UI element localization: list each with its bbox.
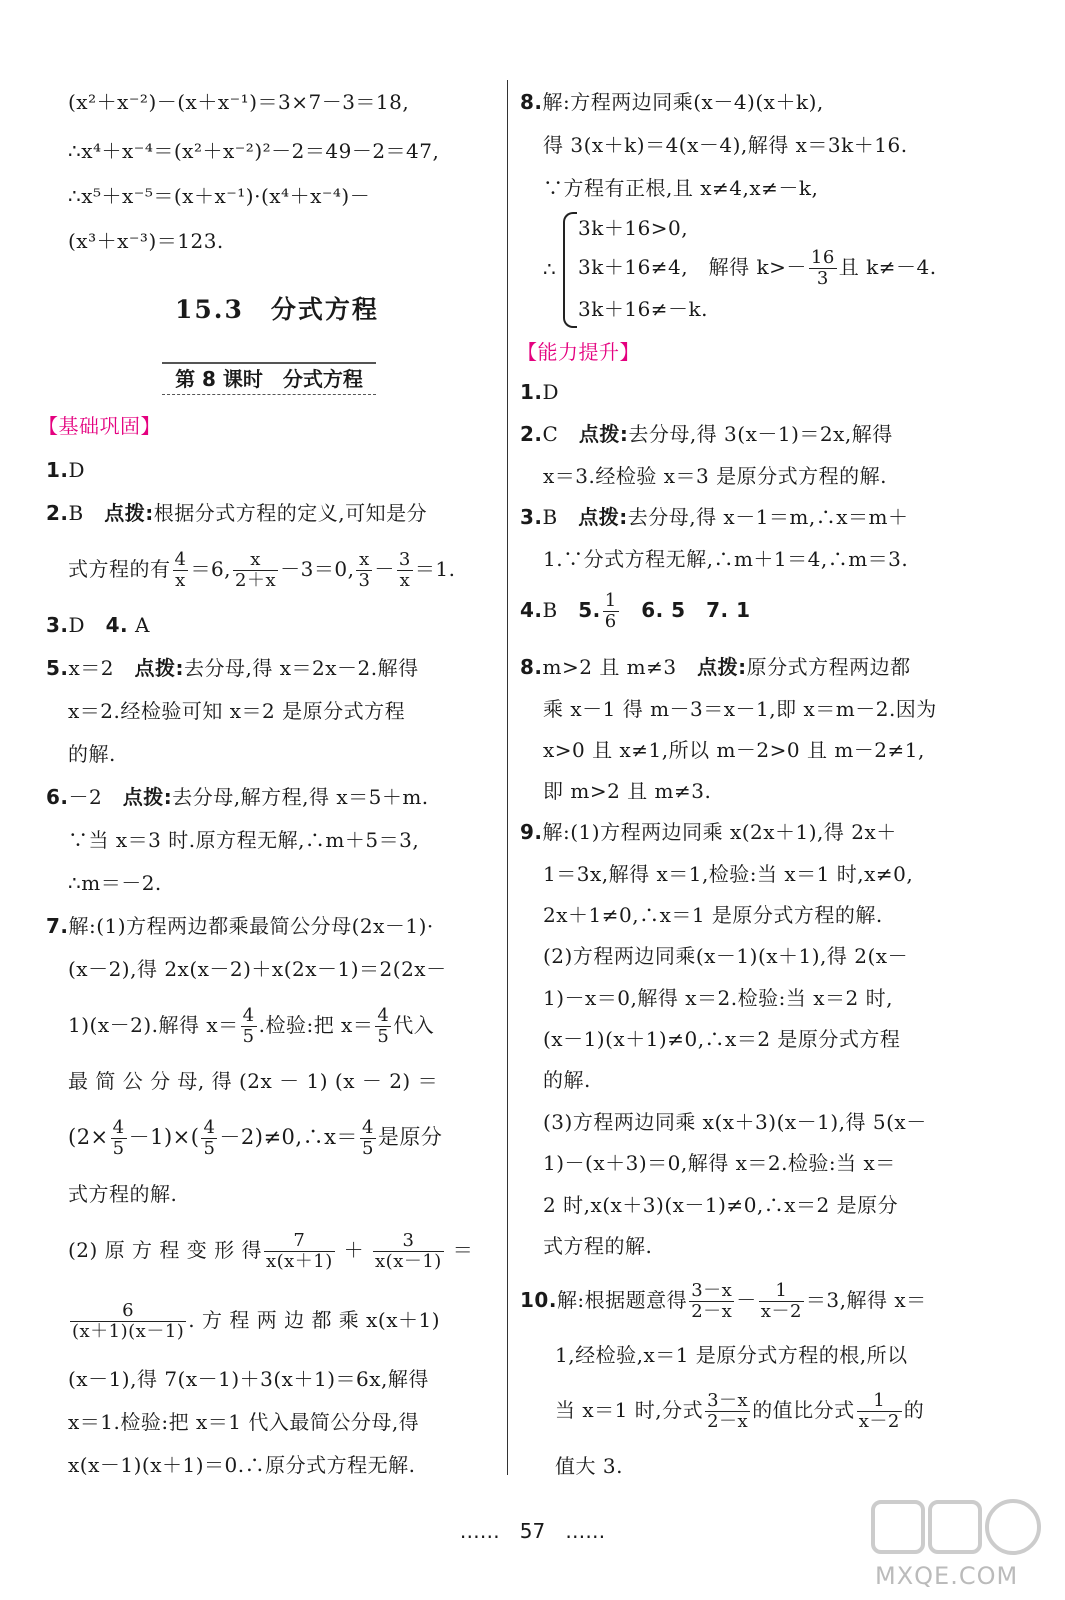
- text-line: (x²＋x⁻²)－(x＋x⁻¹)＝3×7－3＝18,: [68, 90, 410, 114]
- denominator: x: [175, 570, 186, 591]
- text-line: 1＝3x,解得 x＝1,检验:当 x＝1 时,x≠0,: [543, 862, 914, 886]
- denominator: 5: [377, 1026, 390, 1047]
- denominator: 6: [604, 611, 617, 632]
- answer-value: B: [542, 505, 558, 529]
- numerator: 7: [264, 1231, 335, 1252]
- answer-8: [520, 88, 824, 116]
- text-line: 值大 3.: [555, 1454, 623, 1478]
- text-line: 1)－x＝0,解得 x＝2.检验:当 x＝2 时,: [543, 986, 893, 1010]
- text: 当 x＝1 时,分式: [555, 1398, 704, 1422]
- text-line: (x－1)(x＋1)≠0,∴x＝2 是原分式方程: [543, 1027, 901, 1051]
- text-line: [68, 1117, 442, 1159]
- text-line: ∵当 x＝3 时.原方程无解,∴m＋5＝3,: [68, 828, 420, 852]
- numerator: 3: [373, 1231, 444, 1252]
- text: ＝3,解得 x＝: [805, 1288, 927, 1312]
- numerator: 4: [112, 1117, 125, 1138]
- text-line: 式方程的解.: [543, 1234, 653, 1258]
- text: ＝1.: [414, 557, 456, 581]
- answer-value: 7. 1: [706, 598, 751, 622]
- numerator: 4: [377, 1005, 390, 1026]
- fraction: [705, 1391, 750, 1432]
- text: 的: [903, 1398, 925, 1422]
- question-number: 9.: [520, 820, 543, 844]
- text: 解:方程两边同乘(x－4)(x＋k),: [542, 90, 824, 114]
- answer-value: m>2 且 m≠3: [542, 655, 677, 679]
- text-line: 得 3(x＋k)＝4(x－4),解得 x＝3k＋16.: [543, 133, 908, 157]
- text: 原分式方程两边都: [746, 655, 911, 679]
- text-line: ∴: [543, 257, 557, 281]
- fraction: [603, 591, 619, 632]
- text: 式方程的有: [68, 557, 171, 581]
- text-line: [555, 1390, 924, 1432]
- text: 解得 k>－: [708, 255, 807, 279]
- denominator: 2－x: [691, 1301, 733, 1322]
- fraction: [759, 1281, 804, 1322]
- denominator: 5: [242, 1026, 255, 1047]
- text: 去分母,得 3(x－1)＝2x,解得: [628, 422, 893, 446]
- answer-10: [520, 1280, 927, 1322]
- answer-value: D: [542, 380, 560, 404]
- text-line: [68, 1300, 440, 1342]
- advanced-tag: 【能力提升】: [517, 340, 640, 364]
- fraction: [356, 550, 372, 591]
- column-divider: [507, 80, 508, 1475]
- fraction: [857, 1391, 902, 1432]
- text: .检验:把 x＝: [258, 1013, 374, 1037]
- fraction: [111, 1118, 127, 1159]
- hint-label: 点拨:: [104, 501, 154, 525]
- question-number: 2.: [520, 422, 543, 446]
- numerator: 3－x: [691, 1280, 733, 1301]
- text-line: ∴x⁵＋x⁻⁵＝(x＋x⁻¹)·(x⁴＋x⁻⁴)－: [68, 184, 371, 208]
- answer-value: 6. 5: [641, 598, 686, 622]
- hint-label: 点拨:: [697, 655, 747, 679]
- text-line: [68, 1230, 473, 1272]
- numerator: x: [356, 550, 372, 571]
- text-line: (2)方程两边同乘(x－1)(x＋1),得 2(x－: [543, 944, 909, 968]
- fraction: [689, 1281, 734, 1322]
- text-line: 即 m>2 且 m≠3.: [543, 779, 712, 803]
- denominator: x－2: [760, 1301, 802, 1322]
- text: －: [736, 1288, 757, 1312]
- text: 根据分式方程的定义,可知是分: [153, 501, 428, 525]
- question-number: 5.: [46, 656, 69, 680]
- numerator: 4: [361, 1117, 374, 1138]
- fraction: [373, 1231, 444, 1272]
- watermark-text: MXQE.COM: [875, 1562, 1019, 1590]
- denominator: 3: [358, 570, 371, 591]
- question-number: 3.: [520, 505, 543, 529]
- denominator: (x＋1)(x－1): [72, 1321, 185, 1342]
- fraction: [397, 550, 413, 591]
- text: 解:根据题意得: [556, 1288, 688, 1312]
- answer-value: x＝2: [68, 656, 115, 680]
- text: 1)(x－2).解得 x＝: [68, 1013, 239, 1037]
- text: －1)×(: [128, 1125, 200, 1149]
- text-line: x＝1.检验:把 x＝1 代入最简公分母,得: [68, 1410, 420, 1434]
- question-number: 6.: [46, 785, 69, 809]
- text-line: 3k＋16>0,: [578, 216, 689, 240]
- answer-value: B: [542, 598, 558, 622]
- fraction: [360, 1118, 376, 1159]
- text-line: 的解.: [543, 1068, 591, 1092]
- numerator: x: [233, 550, 278, 571]
- basic-tag: 【基础巩固】: [38, 414, 161, 438]
- answer-3-4: [46, 611, 150, 639]
- denominator: x－2: [858, 1411, 900, 1432]
- answer-value: A: [134, 613, 150, 637]
- text-line: 2 时,x(x＋3)(x－1)≠0,∴x＝2 是原分: [543, 1193, 899, 1217]
- denominator: 2＋x: [235, 570, 277, 591]
- answer-9: [520, 818, 897, 846]
- fraction: [264, 1231, 335, 1272]
- question-number: 4.: [105, 613, 129, 637]
- numerator: 16: [810, 247, 835, 268]
- text-line: (3)方程两边同乘 x(x＋3)(x－1),得 5(x－: [543, 1110, 927, 1134]
- question-number: 4.: [520, 598, 543, 622]
- text-line: ∴x⁴＋x⁻⁴＝(x²＋x⁻²)²－2＝49－2＝47,: [68, 139, 440, 163]
- text-line: 3k＋16≠－k.: [578, 297, 709, 321]
- denominator: x(x－1): [375, 1251, 442, 1272]
- numerator: 1: [857, 1391, 902, 1412]
- hint-label: 点拨:: [578, 422, 629, 446]
- answer-8: [520, 653, 911, 681]
- fraction: [70, 1301, 186, 1342]
- text-line: ∴m＝－2.: [68, 871, 162, 895]
- text-line: (x－2),得 2x(x－2)＋x(2x－1)＝2(2x－: [68, 957, 447, 981]
- text: 解:(1)方程两边都乘最简公分母(2x－1)·: [68, 914, 434, 938]
- hint-label: 点拨:: [578, 505, 628, 529]
- lesson-title: 第 8 课时 分式方程: [162, 362, 376, 395]
- text-line: x＝2.经检验可知 x＝2 是原分式方程: [68, 699, 406, 723]
- numerator: 1: [604, 590, 617, 611]
- section-title: 15.3 分式方程: [175, 295, 379, 324]
- question-number: 10.: [520, 1288, 557, 1312]
- text: ＝: [452, 1238, 474, 1262]
- text: 3k＋16≠4,: [578, 255, 689, 279]
- numerator: 4: [242, 1005, 255, 1026]
- numerator: 3: [398, 549, 411, 570]
- answer-4-7: [520, 590, 751, 632]
- text-line: 最 简 公 分 母, 得 (2x － 1) (x － 2) ＝: [68, 1069, 439, 1093]
- text: －: [374, 557, 395, 581]
- denominator: 3: [816, 268, 829, 289]
- text-line: 1.∵分式方程无解,∴m＋1＝4,∴m＝3.: [543, 547, 909, 571]
- text-line: 式方程的解.: [68, 1182, 178, 1206]
- answer-6: [46, 783, 429, 811]
- text: 且 k≠－4.: [838, 255, 937, 279]
- text-line: x>0 且 x≠1,所以 m－2>0 且 m－2≠1,: [543, 738, 925, 762]
- text: －3＝0,: [280, 557, 355, 581]
- text-line: (x－1),得 7(x－1)＋3(x＋1)＝6x,解得: [68, 1367, 429, 1391]
- hint-label: 点拨:: [134, 656, 185, 680]
- answer-2-line2: [68, 549, 455, 591]
- text: (2×: [68, 1125, 109, 1149]
- answer-value: C: [542, 422, 559, 446]
- text-line: x(x－1)(x＋1)＝0.∴原分式方程无解.: [68, 1453, 416, 1477]
- numerator: 3－x: [707, 1390, 749, 1411]
- numerator: 4: [203, 1117, 216, 1138]
- answer-value: D: [68, 613, 86, 637]
- denominator: 2－x: [707, 1411, 749, 1432]
- text-line: 的解.: [68, 742, 116, 766]
- text-line: [578, 247, 937, 289]
- denominator: 5: [203, 1138, 216, 1159]
- text: 去分母,解方程,得 x＝5＋m.: [172, 785, 429, 809]
- answer-2: [520, 420, 893, 448]
- answer-1: [520, 378, 559, 406]
- fraction: [173, 550, 189, 591]
- text-line: 乘 x－1 得 m－3＝x－1,即 x＝m－2.因为: [543, 697, 937, 721]
- text: 去分母,得 x－1＝m,∴x＝m＋: [627, 505, 909, 529]
- numerator: 1: [759, 1281, 804, 1302]
- brace: [563, 212, 577, 328]
- denominator: 5: [112, 1138, 125, 1159]
- answer-value: B: [68, 501, 84, 525]
- text: 的值比分式: [752, 1398, 855, 1422]
- question-number: 7.: [46, 914, 69, 938]
- text-line: 1)－(x＋3)＝0,解得 x＝2.检验:当 x＝: [543, 1151, 896, 1175]
- text-line: 2x＋1≠0,∴x＝1 是原分式方程的解.: [543, 903, 883, 927]
- question-number: 1.: [520, 380, 543, 404]
- denominator: 5: [361, 1138, 374, 1159]
- denominator: x: [399, 570, 411, 591]
- question-number: 5.: [578, 598, 601, 622]
- denominator: x(x＋1): [265, 1251, 333, 1272]
- answer-value: －2: [68, 785, 103, 809]
- question-number: 2.: [46, 501, 69, 525]
- question-number: 3.: [46, 613, 69, 637]
- answer-1: [46, 456, 85, 484]
- hint-label: 点拨:: [122, 785, 173, 809]
- fraction: [233, 550, 278, 591]
- page-number: …… 57 ……: [459, 1519, 606, 1543]
- text-line: (x³＋x⁻³)＝123.: [68, 229, 224, 253]
- answer-3: [520, 503, 909, 531]
- answer-5: [46, 654, 419, 682]
- text: ＝6,: [190, 557, 232, 581]
- fraction: [241, 1006, 257, 1047]
- text-line: [68, 1005, 434, 1047]
- answer-value: D: [68, 458, 86, 482]
- fraction: [809, 248, 837, 289]
- text-line: 1,经检验,x＝1 是原分式方程的根,所以: [555, 1343, 908, 1367]
- text: ＋: [343, 1238, 365, 1262]
- text: . 方 程 两 边 都 乘 x(x＋1): [188, 1308, 441, 1332]
- question-number: 8.: [520, 90, 543, 114]
- text: (2) 原 方 程 变 形 得: [68, 1238, 262, 1262]
- text: 解:(1)方程两边同乘 x(2x＋1),得 2x＋: [542, 820, 897, 844]
- numerator: 6: [70, 1301, 186, 1322]
- text: 去分母,得 x＝2x－2.解得: [184, 656, 419, 680]
- text: －2)≠0,∴x＝: [219, 1125, 358, 1149]
- numerator: 4: [174, 549, 187, 570]
- fraction: [375, 1006, 391, 1047]
- answer-7: [46, 912, 434, 940]
- fraction: [201, 1118, 217, 1159]
- text: 代入: [393, 1013, 435, 1037]
- text-line: x＝3.经检验 x＝3 是原分式方程的解.: [543, 464, 887, 488]
- question-number: 8.: [520, 655, 543, 679]
- answer-2: [46, 499, 427, 527]
- text-line: ∵方程有正根,且 x≠4,x≠－k,: [543, 176, 819, 200]
- question-number: 1.: [46, 458, 69, 482]
- text: 是原分: [377, 1125, 443, 1149]
